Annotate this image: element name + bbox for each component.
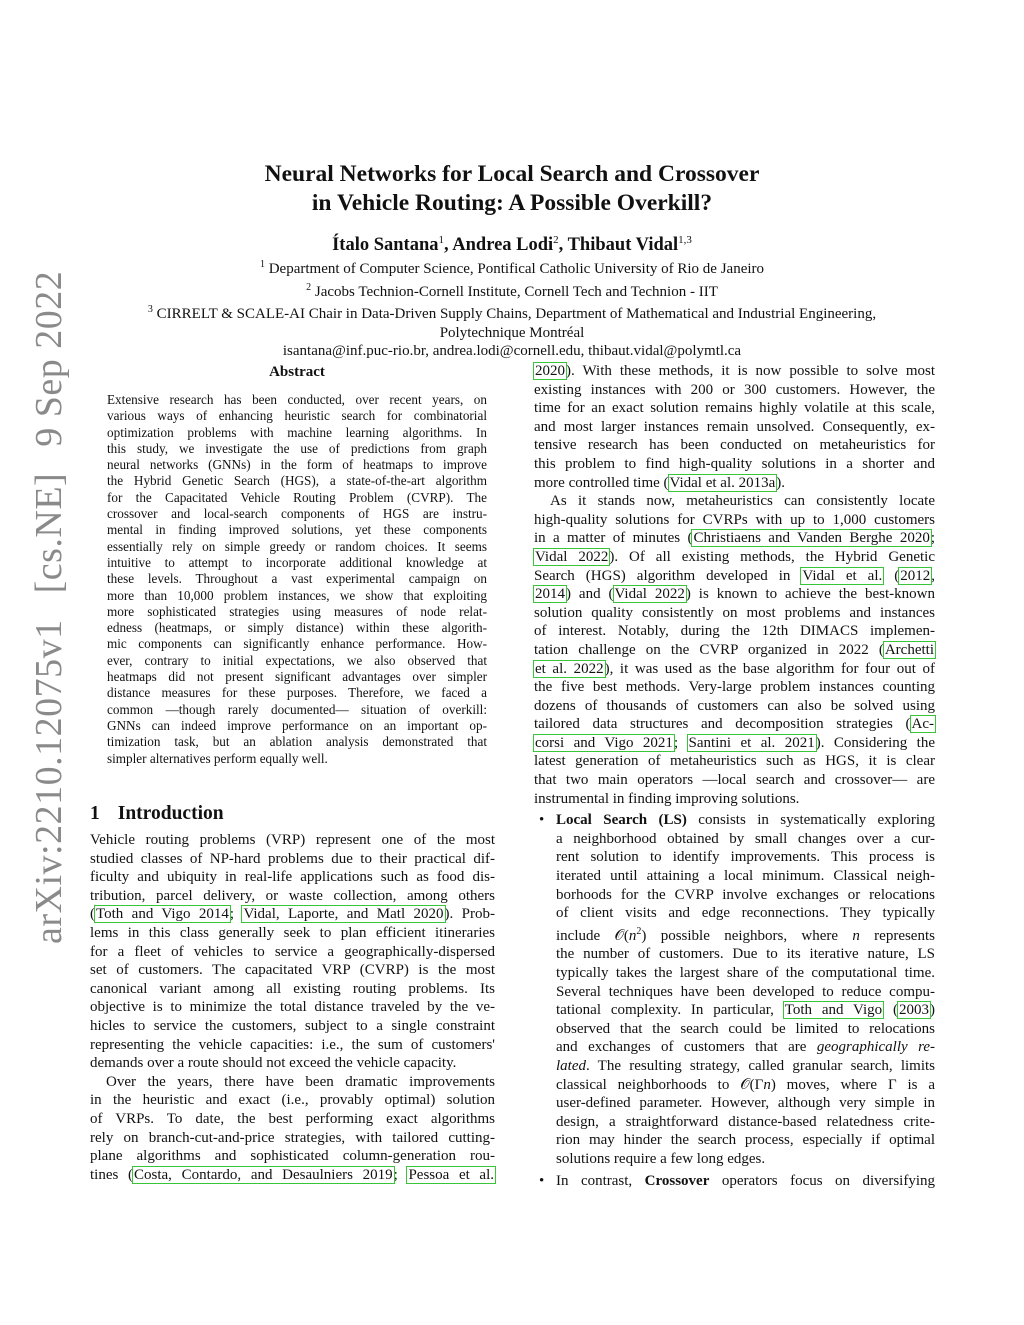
- citation-link[interactable]: 2003: [899, 1002, 930, 1019]
- arxiv-stamp: [24, 270, 74, 944]
- citation-link[interactable]: Vidal et al.: [802, 567, 883, 584]
- author-name: Thibaut Vidal: [567, 235, 679, 256]
- text-line: (Toth and Vigo 2014; Vidal, Laporte, and Matl 2020). Prob-: [90, 906, 495, 923]
- abstract-line: various ways of enhancing heuristic search for combinatorial: [107, 408, 487, 424]
- abstract-line: Extensive research has been conducted, over recent years, on: [107, 392, 487, 407]
- abstract-line: the Hybrid Genetic Search (HGS), a state-of-the-art algorithm: [107, 473, 487, 489]
- text-line: Vidal 2022). Of all existing methods, the Hybrid Genetic: [535, 548, 935, 565]
- citation-link[interactable]: Vidal et al. 2013a: [669, 474, 776, 491]
- text-line: hicles to service the customers, subject to a single constraint: [90, 1017, 495, 1034]
- citation-link[interactable]: Costa, Contardo, and Desaulniers 2019: [134, 1166, 393, 1183]
- text-line: the number of customers. Due to its iterative nature, LS: [556, 946, 935, 963]
- abstract-line: timization task, but an ablation analysis demonstrated that: [107, 734, 487, 750]
- abstract-line: these levels. Throughout a vast experimental campaign on: [107, 571, 487, 587]
- text-line: rely on branch-cut-and-price strategies, with tailored cutting-: [90, 1129, 495, 1146]
- abstract-line: crossover and local-search components of HGS are instru-: [107, 506, 487, 522]
- citation-link[interactable]: Pessoa et al.: [408, 1166, 495, 1183]
- text-line: that two main operators —local search and crossover— are: [534, 772, 935, 789]
- title-line-1: Neural Networks for Local Search and Crossover: [264, 161, 760, 187]
- text-line: observed that the search could be limited to relocations: [556, 1020, 935, 1037]
- text-line: studied classes of NP-hard problems due to their practical dif-: [90, 850, 495, 867]
- text-line: Vehicle routing problems (VRP) represent one of the most: [90, 832, 495, 848]
- text-line: As it stands now, metaheuristics can consistently locate: [550, 493, 935, 510]
- text-line: tation challenge on the CVRP organized in 2022 (Archetti: [534, 641, 934, 658]
- author-list: Ítalo Santana$^1$, Andrea Lodi$^2$, Thibaut Vidal$^{1,3}$: [332, 234, 692, 256]
- text-line: 2014) and (Vidal 2022) is known to achieve the best-known: [535, 586, 935, 603]
- abstract-line: distance measures for these purposes. Therefore, we faced a: [107, 685, 487, 701]
- text-line: rion may hinder the search process, especially if optimal: [556, 1132, 935, 1149]
- citation-link[interactable]: Vidal 2022: [535, 548, 609, 565]
- text-line: plane algorithms and sophisticated column-generation rou-: [90, 1148, 495, 1165]
- citation-link[interactable]: corsi and Vigo 2021: [535, 734, 673, 751]
- bullet-icon: •: [539, 812, 545, 829]
- abstract-line: common —though rarely documented— situation of overkill:: [107, 701, 487, 717]
- abstract-line: edness (heatmaps, or simply distance) within these algorith-: [107, 620, 487, 636]
- text-line: Search (HGS) algorithm developed in Vidal et al. (2012,: [534, 567, 935, 584]
- abstract-line: for the Capacitated Vehicle Routing Problem (CVRP). The: [107, 489, 487, 505]
- text-line: Over the years, there have been dramatic improvements: [106, 1073, 495, 1090]
- text-line: set of customers. The capacitated VRP (CVRP) is the most: [90, 962, 495, 979]
- abstract-line: this study, we investigate the use of predictions from graph: [107, 440, 487, 456]
- right-column-text: [534, 362, 935, 1190]
- text-line: of interest. Notably, during the 12th DIMACS implemen-: [534, 623, 935, 640]
- text-line: of VRPs. To date, the best performing exact algorithms: [90, 1110, 495, 1127]
- author-affil-mark: 1: [438, 234, 445, 246]
- abstract-body: [107, 392, 487, 767]
- citation-link[interactable]: 2012: [900, 567, 931, 584]
- citation-link[interactable]: Vidal, Laporte, and Matl 2020: [243, 906, 444, 923]
- text-line: classical neighborhoods to 𝒪(Γn) moves, where Γ is a: [556, 1076, 935, 1093]
- author-name: Andrea Lodi: [452, 235, 554, 256]
- text-line: this problem to find high-quality solutions in a shorter and: [534, 455, 935, 472]
- text-line: lated. The resulting strategy, called granular search, limits: [556, 1057, 935, 1074]
- text-line: the five best methods. Very-large problem instances counting: [534, 679, 935, 696]
- text-line: Local Search (LS) consists in systematically exploring: [556, 812, 935, 829]
- left-column-text: [90, 831, 495, 1184]
- text-line: user-defined parameter. However, although very simple in: [556, 1095, 935, 1112]
- text-line: ficulty and ubiquity in real-life applications such as food dis-: [90, 869, 495, 886]
- text-line: more controlled time (Vidal et al. 2013a).: [534, 474, 786, 491]
- text-line: and most larger instances remain unsolved. Consequently, ex-: [534, 418, 935, 435]
- text-line: existing instances with 200 or 300 customers. However, the: [534, 381, 935, 398]
- text-line: canonical variant among all existing routing problems. Its: [90, 980, 495, 997]
- bullet-item-crossover: [534, 1172, 935, 1191]
- abstract-line: ever, contrary to initial expectations, we also observed that: [107, 652, 487, 668]
- author-name: Ítalo Santana: [332, 235, 439, 256]
- paper-title: [0, 160, 1024, 218]
- text-line: demands over a route should not exceed the vehicle capacity.: [90, 1055, 457, 1072]
- abstract-line: more than 10,000 problem instances, we show that exploiting: [107, 587, 487, 603]
- text-line: of client visits and edge reconnections. They typically: [556, 905, 935, 922]
- section-number: 1: [90, 803, 100, 824]
- text-line: design, a straightforward distance-based relatedness crite-: [556, 1113, 935, 1130]
- author-affil-mark: 2: [553, 234, 559, 246]
- bullet-icon: •: [539, 1172, 545, 1189]
- text-line: lems in this class generally seek to plan efficient itineraries: [90, 924, 495, 941]
- text-line: tailored data structures and decomposition strategies (Ac-: [534, 716, 934, 733]
- section-title: Introduction: [117, 803, 224, 824]
- abstract-line: optimization problems with machine learning algorithms. In: [107, 424, 487, 440]
- affiliations: [0, 256, 1024, 361]
- text-line: Several techniques have been developed to reduce compu-: [556, 983, 935, 1000]
- text-line: dozens of thousands of customers can also be solved using: [534, 697, 935, 714]
- text-line: iterated until attaining a local minimum. Classical neigh-: [556, 868, 935, 885]
- citation-link[interactable]: 2014: [535, 586, 565, 603]
- affiliation-line: $^1$ Department of Computer Science, Pontifical Catholic University of Rio de Janeiro: [259, 259, 765, 277]
- text-line: borhoods for the CVRP involve exchanges or relocations: [556, 886, 935, 903]
- text-line: instrumental in finding improving solutions.: [534, 790, 800, 807]
- affiliation-line: $^3$ CIRRELT & SCALE-AI Chair in Data-Driven Supply Chains, Department of Mathematical and Industrial Engineering,: [147, 304, 877, 323]
- text-line: solution quality consistently on most problems and instances: [534, 604, 935, 621]
- abstract-line: GNNs can indeed improve performance on an important op-: [107, 717, 487, 733]
- abstract-line: more sophisticated strategies using measures of node relat-: [107, 603, 487, 619]
- text-line: tensive research has been conducted on metaheuristics for: [534, 437, 935, 454]
- affiliation-line: $^2$ Jacobs Technion-Cornell Institute, Cornell Tech and Technion - IIT: [306, 281, 718, 300]
- text-line: solutions require a few long edges.: [556, 1150, 766, 1167]
- text-line: In contrast, Crossover operators focus on diversifying: [556, 1172, 935, 1189]
- text-line: objective is to minimize the total distance traveled by the ve-: [90, 999, 495, 1016]
- author-affil-mark: 1,3: [678, 234, 692, 246]
- text-line: typically takes the largest share of the computational time.: [556, 965, 935, 981]
- text-line: corsi and Vigo 2021; Santini et al. 2021). Considering the: [535, 734, 936, 751]
- text-line: a neighborhood obtained by small changes over a cur-: [556, 830, 935, 847]
- email-line: isantana@inf.puc-rio.br, andrea.lodi@cornell.edu, thibaut.vidal@polymtl.ca: [282, 343, 742, 360]
- bullet-item-local-search: [534, 811, 935, 1168]
- text-line: include $𝒪(n^2)$ possible neighbors, where n represents: [556, 925, 935, 944]
- citation-link[interactable]: Vidal 2022: [614, 586, 685, 603]
- affiliation-line: Polytechnique Montréal: [439, 324, 585, 341]
- citation-link[interactable]: Christiaens and Vanden Berghe 2020: [693, 530, 930, 547]
- text-line: rent solution to identify improvements. This process is: [556, 849, 935, 866]
- text-line: high-quality solutions for CVRPs with up to 1,000 customers: [534, 511, 935, 528]
- text-line: tribution, parcel delivery, or waste collection, among others: [90, 887, 495, 904]
- abstract-line: heatmaps did not present significant advantages over simpler: [107, 669, 487, 685]
- text-line: et al. 2022), it was used as the base algorithm for four out of: [535, 660, 935, 677]
- citation-link[interactable]: 2020: [535, 363, 565, 379]
- citation-link[interactable]: et al. 2022: [535, 660, 604, 677]
- abstract-line: simpler alternatives perform equally well.: [107, 750, 328, 766]
- abstract-heading: Abstract: [269, 364, 325, 380]
- text-line: in the heuristic and exact (i.e., provably optimal) solution: [90, 1092, 495, 1109]
- abstract-line: intuitive to attempt to incorporate additional knowledge at: [107, 554, 487, 570]
- abstract-line: essentially rely on simple greedy or random choices. It seems: [107, 538, 487, 554]
- text-line: for a fleet of vehicles to service a geographically-dispersed: [90, 943, 495, 960]
- text-line: tines (Costa, Contardo, and Desaulniers 2019; Pessoa et al.: [90, 1166, 495, 1183]
- citation-link[interactable]: Archetti: [884, 641, 934, 658]
- text-line: tational complexity. In particular, Toth and Vigo (2003): [556, 1002, 936, 1019]
- abstract-line: mic components can significantly enhance performance. How-: [107, 636, 487, 652]
- arxiv-date: 9 Sep 2022: [28, 270, 70, 447]
- abstract-line: neural networks (GNNs) in the form of heatmaps to improve: [107, 457, 487, 473]
- citation-link[interactable]: Ac-: [911, 716, 934, 733]
- text-line: representing the vehicle capacities: i.e., the sum of customers': [90, 1036, 495, 1053]
- text-line: 2020). With these methods, it is now possible to solve most: [535, 363, 935, 379]
- text-line: in a matter of minutes (Christiaens and Vanden Berghe 2020;: [534, 530, 935, 547]
- arxiv-category: [cs.NE]: [28, 472, 70, 594]
- citation-link[interactable]: Santini et al. 2021: [688, 734, 815, 751]
- text-line: time for an exact solution remains highly volatile at this scale,: [534, 400, 935, 417]
- citation-link[interactable]: Toth and Vigo: [784, 1002, 883, 1019]
- arxiv-id: arXiv:2210.12075v1: [28, 619, 70, 944]
- section-heading-introduction: [90, 803, 224, 825]
- citation-link[interactable]: Toth and Vigo 2014: [96, 906, 229, 923]
- text-line: latest generation of metaheuristics such as HGS, it is clear: [534, 753, 935, 770]
- text-line: and exchanges of customers that are geographically re-: [556, 1039, 936, 1056]
- title-line-2: in Vehicle Routing: A Possible Overkill?: [311, 190, 713, 216]
- abstract-line: mental in finding improved solutions, yet these components: [107, 522, 487, 538]
